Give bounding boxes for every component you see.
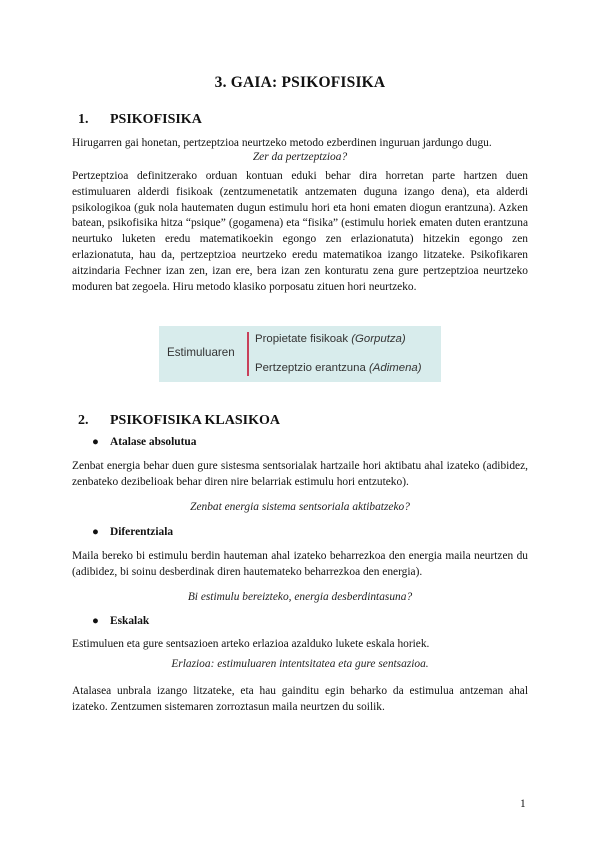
- scales-text: Estimuluen eta gure sentsazioen arteko erlazioa azalduko lukete eskala horiek.: [72, 638, 430, 650]
- section-1-number: 1.: [78, 112, 89, 127]
- bullet-scales: [92, 615, 149, 627]
- diagram-item-perception: [255, 362, 422, 374]
- page-number: 1: [520, 798, 526, 810]
- section-1-title: PSIKOFISIKA: [110, 112, 202, 127]
- bullet-differential-label: Diferentziala: [110, 526, 174, 538]
- diagram-label: Estimuluaren: [167, 346, 235, 359]
- section-1-intro: Hirugarren gai honetan, pertzeptzioa neurtzeko metodo ezberdinen inguruan jardungo dugu.: [72, 137, 492, 149]
- bullet-absolute-threshold-label: Atalase absolutua: [110, 436, 197, 448]
- page-title: 3. GAIA: PSIKOFISIKA: [214, 74, 386, 91]
- stimulus-diagram: [159, 326, 441, 382]
- differential-question: Bi estimulu bereizteko, energia desberdintasuna?: [187, 591, 413, 603]
- section-1-question: Zer da pertzeptzioa?: [252, 151, 348, 163]
- bullet-dot-icon: ●: [92, 615, 99, 627]
- section-2-number: 2.: [78, 413, 89, 428]
- diagram-item-perception-paren: (Adimena): [368, 362, 422, 374]
- diagram-item-physical-paren: (Gorputza): [351, 333, 406, 345]
- diagram-item-perception-text: Pertzeptzio erantzuna: [255, 362, 369, 374]
- bullet-scales-label: Eskalak: [110, 615, 150, 627]
- section-1-paragraph: Pertzeptzioa definitzerako orduan kontuan eduki behar dira horretan parte hartzen duen estimuluaren alderdi fisikoak (zentzumenetatik antzematen duguna izango dena), eta alderdi psikologikoa (guk nola hautematen dugun estimulu hori eta honi ematen diogun erantzuna). Azken batean, psikofisika hitza “psique” (gogamena) eta “fisika” (estimulu horiek ematen duten erantzuna neurtuko luketen eredu matematikoekin egongo zen erlazionatuta) hitzekin egongo zen erlazionatuta, hau da, pertzeptzioa neurtzeko eredu matematikoa izango litzateke. Psikofikaren aitzindaria Fechner izan zen, izan ere, bera izan zen konturatu zena gure pertzeptzioa neurtzeko moduren bat zegoela. Hiru metodo klasiko porposatu zituen hori neurtzeko.: [72, 170, 528, 293]
- bullet-dot-icon: ●: [92, 436, 99, 448]
- bullet-differential: [92, 526, 173, 538]
- bullet-dot-icon: ●: [92, 526, 99, 538]
- diagram-item-physical: [255, 333, 406, 345]
- absolute-threshold-question: Zenbat energia sistema sentsoriala aktibatzeko?: [190, 501, 410, 513]
- absolute-threshold-text: Zenbat energia behar duen gure sistesma sentsorialak hartzaile hori aktibatu ahal izateko (adibidez, zenbateko dezibelioak behar diren nire belarriak estimulu hori entzuteko).: [72, 460, 528, 488]
- scales-extra-text: Atalasea unbrala izango litzateke, eta hau gainditu egin beharko da estimulua antzeman ahal izateko. Zentzumen sistemaren zorroztasun maila neurtzen du soilik.: [72, 685, 528, 713]
- section-1-heading: [78, 112, 202, 128]
- section-2-heading: [78, 413, 280, 429]
- differential-text: Maila bereko bi estimulu berdin hauteman ahal izateko beharrezkoa den energia maila neurtzen du (adibidez, bi soinu desberdinak diren hautemateko beharrezkoa den energia).: [72, 550, 528, 578]
- diagram-divider: [247, 332, 249, 376]
- diagram-item-physical-text: Propietate fisikoak: [255, 333, 352, 345]
- bullet-absolute-threshold: [92, 436, 196, 448]
- section-2-title: PSIKOFISIKA KLASIKOA: [110, 413, 280, 428]
- scales-question: Erlazioa: estimuluaren intentsitatea eta gure sentsazioa.: [171, 658, 429, 670]
